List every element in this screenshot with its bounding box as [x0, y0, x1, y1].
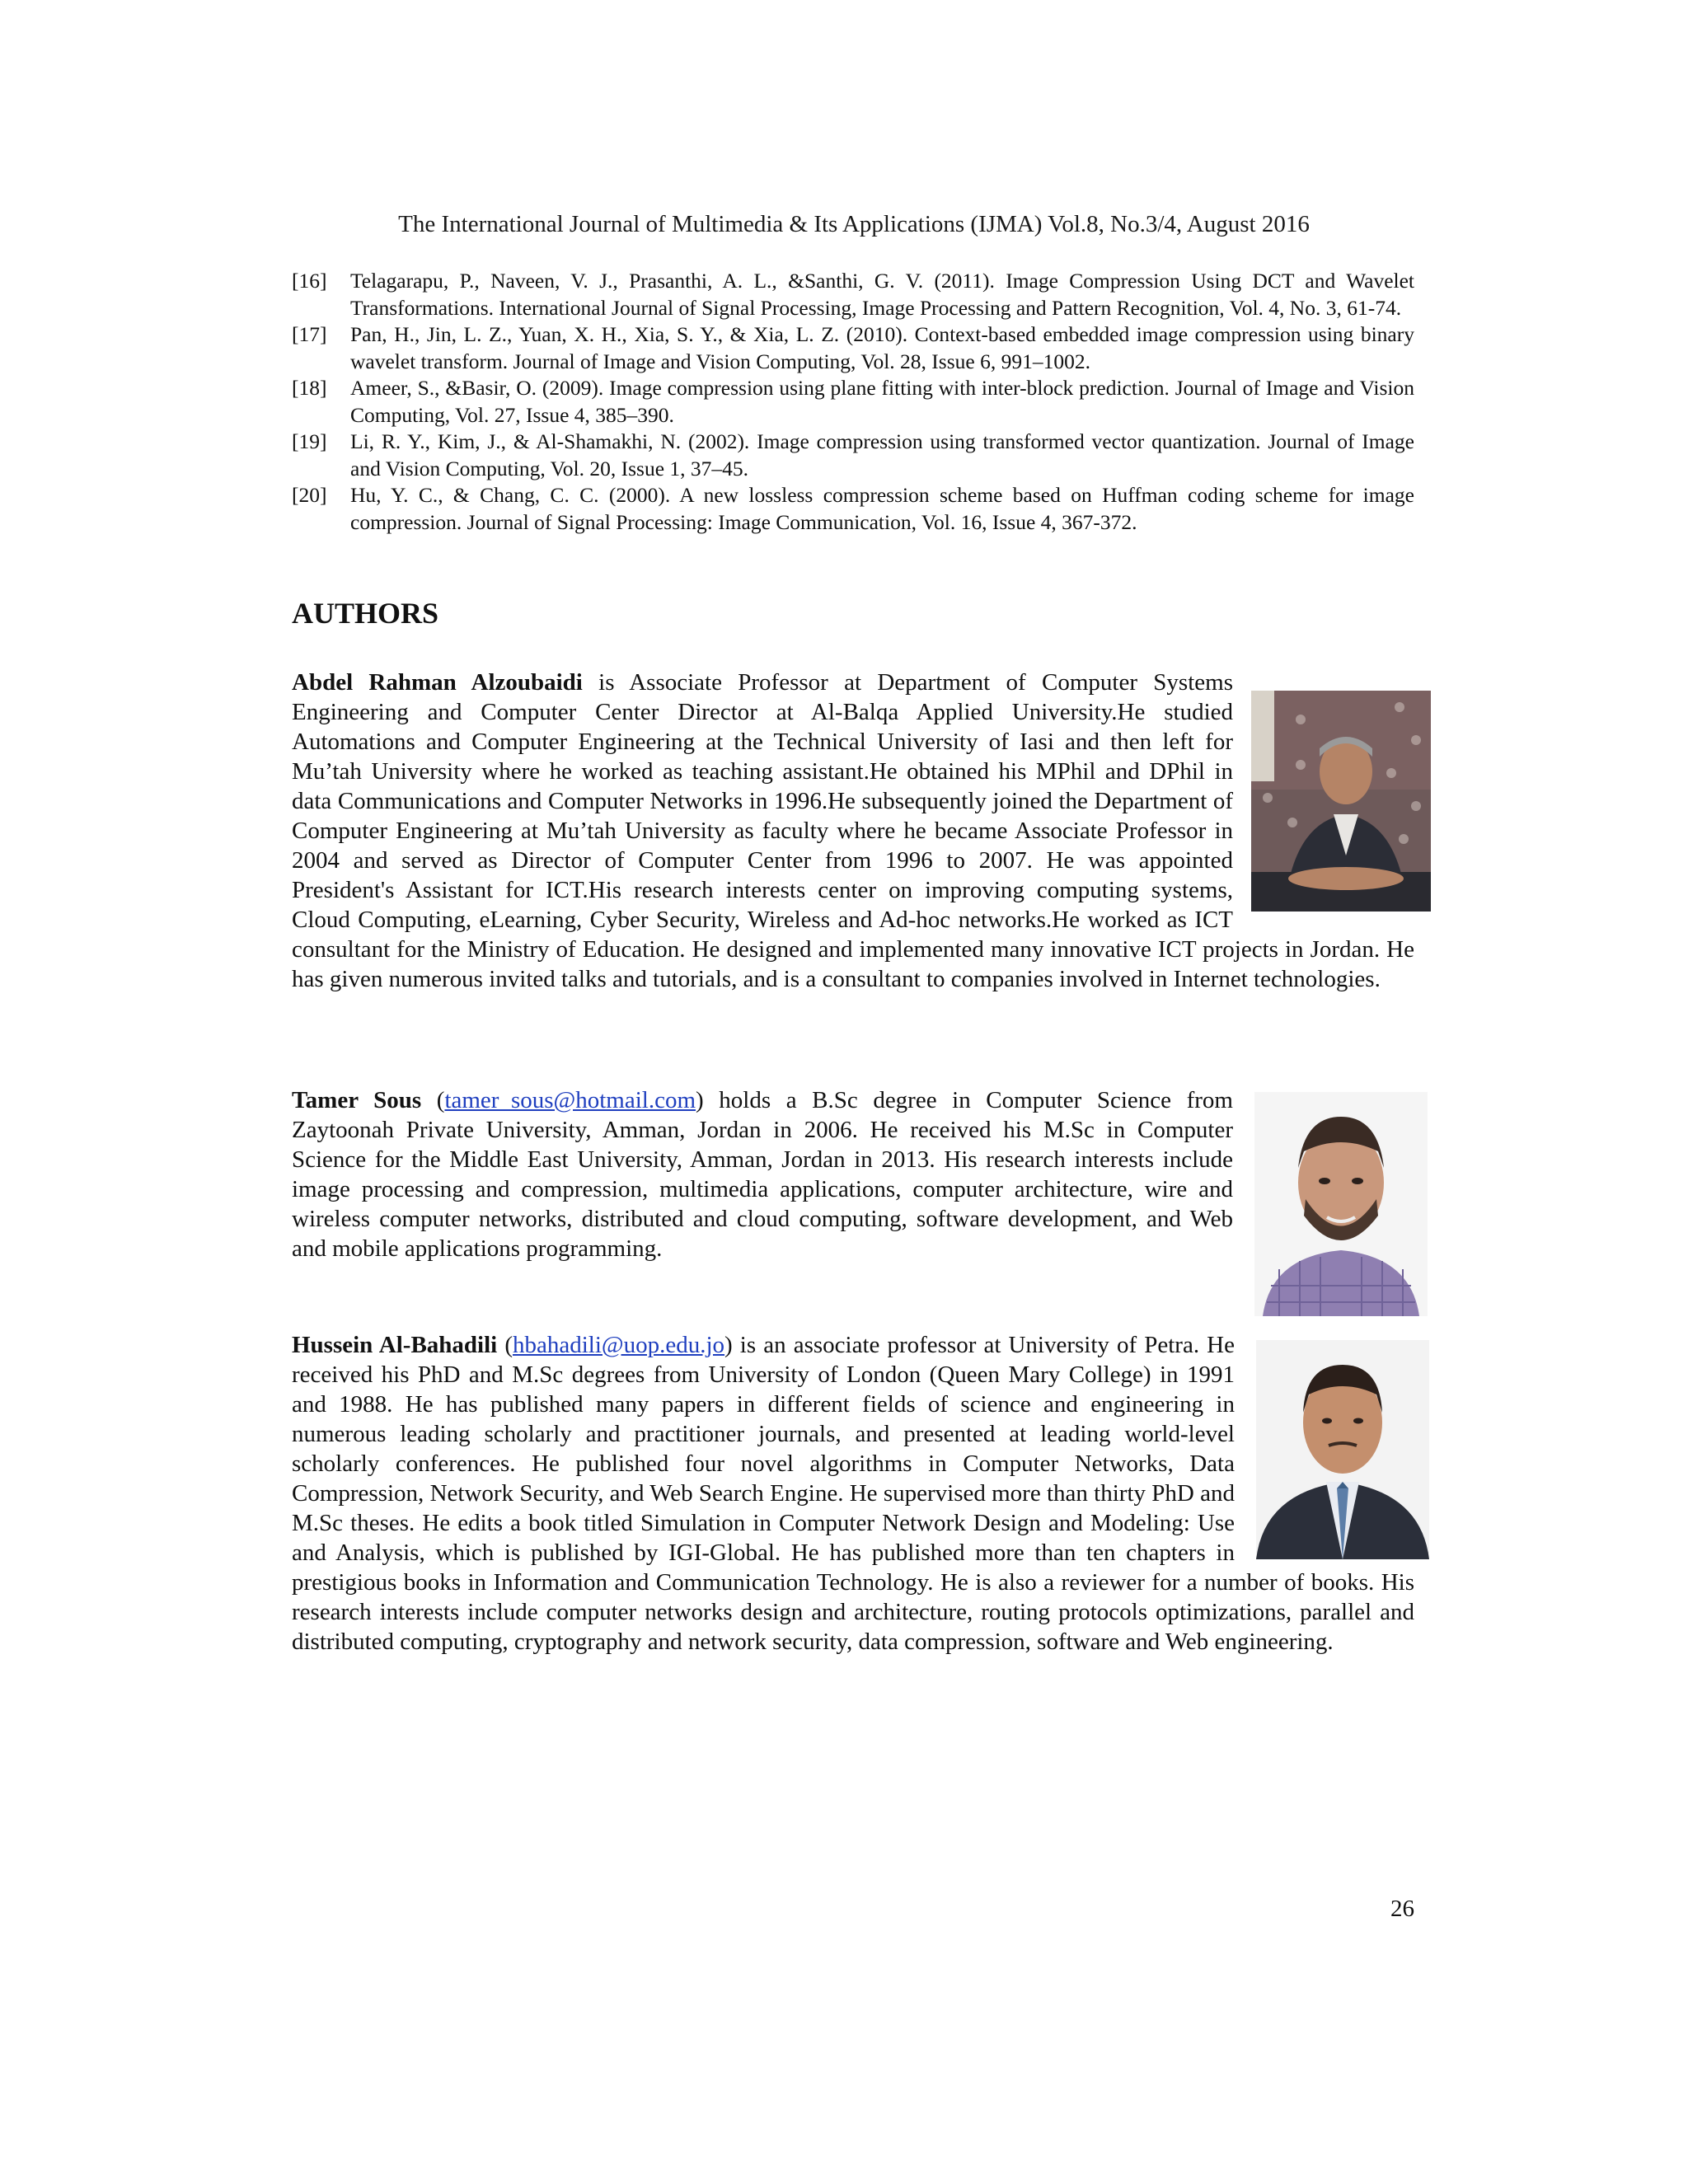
running-header: The International Journal of Multimedia & Its Applications (IJMA) Vol.8, No.3/4, August 2016 — [398, 211, 1310, 237]
reference-item — [292, 482, 1414, 536]
reference-number: [20] — [292, 483, 327, 507]
reference-list — [292, 268, 1414, 536]
reference-text: Li, R. Y., Kim, J., & Al-Shamakhi, N. (2002). Image compression using transformed vector quantization. Journal of Image and Vision Computing, Vol. 20, Issue 1, 37–45. — [350, 429, 1414, 480]
author-name: Tamer Sous — [292, 1087, 422, 1113]
author-email-link[interactable]: tamer_sous@hotmail.com — [444, 1087, 696, 1113]
author-bio-text: is an associate professor at University of Petra. He received his PhD and M.Sc degrees from University of London (Queen Mary College) in 1991 and 1988. He has published many papers in different fields of science and engineering in numerous leading scholarly and practitioner journals, and presented at leading world-level scholarly conferences. He published four novel algorithms in Computer Networks, Data Compression, Network Security, and Web Search Engine. He supervised more than thirty PhD and M.Sc theses. He edits a book titled Simulation in Computer Network Design and Modeling: Use and Analysis, which is published by IGI-Global. He has published more than ten chapters in prestigious books in Information and Communication Technology. He is also a reviewer for a number of books. His research interests include computer networks design and architecture, routing protocols optimizations, parallel and distributed computing, cryptography and network security, data compression, software and Web engineering. — [292, 1332, 1414, 1655]
authors-heading: AUTHORS — [292, 597, 439, 630]
reference-number: [17] — [292, 322, 327, 346]
reference-text: Ameer, S., &Basir, O. (2009). Image compression using plane fitting with inter-block prediction. Journal of Image and Vision Computing, Vol. 27, Issue 4, 385–390. — [350, 376, 1414, 427]
author-bio-text: is Associate Professor at Department of Computer Systems Engineering and Computer Center Director at Al-Balqa Applied University.He studied Automations and Computer Engineering at the Technical University of Iasi and then left for Mu’tah University where he worked as teaching assistant.He obtained his MPhil and DPhil in data Communications and Computer Networks in 1996.He subsequently joined the Department of Computer Engineering at Mu’tah University as faculty where he became Associate Professor in 2004 and served as Director of Computer Center from 1996 to 2007. He was appointed President's Assistant for ICT.His research interests center on improving computing systems, Cloud Computing, eLearning, Cyber Security, Wireless and Ad-hoc networks.He worked as ICT consultant for the Ministry of Education. He designed and implemented many innovative ICT projects in Jordan. He has given numerous invited talks and tutorials, and is a consultant to companies involved in Internet technologies. — [292, 669, 1414, 992]
author-email-link[interactable]: hbahadili@uop.edu.jo — [512, 1332, 725, 1358]
reference-text: Telagarapu, P., Naveen, V. J., Prasanthi, A. L., &Santhi, G. V. (2011). Image Compression Using DCT and Wavelet Transformations. International Journal of Signal Processing, Image Processing and Pattern Recognition, Vol. 4, No. 3, 61-74. — [350, 269, 1414, 320]
reference-text: Pan, H., Jin, L. Z., Yuan, X. H., Xia, S. Y., & Xia, L. Z. (2010). Context-based embedded image compression using binary wavelet transform. Journal of Image and Vision Computing, Vol. 28, Issue 6, 991–1002. — [350, 322, 1414, 373]
author-bio-al-bahadili: Hussein Al-Bahadili (hbahadili@uop.edu.jo) is an associate professor at University of Petra. He received his PhD and M.Sc degrees from University of London (Queen Mary College) in 1991 and 1988. He has published many papers in different fields of science and engineering in numerous leading scholarly and practitioner journals, and presented at leading world-level scholarly conferences. He published four novel algorithms in Computer Networks, Data Compression, Network Security, and Web Search Engine. He supervised more than thirty PhD and M.Sc theses. He edits a book titled Simulation in Computer Network Design and Modeling: Use and Analysis, which is published by IGI-Global. He has published more than ten chapters in prestigious books in Information and Communication Technology. He is also a reviewer for a number of books. His research interests include computer networks design and architecture, routing protocols optimizations, parallel and distributed computing, cryptography and network security, data compression, software and Web engineering. — [292, 1330, 1414, 1657]
author-name: Abdel Rahman Alzoubaidi — [292, 669, 583, 696]
reference-item — [292, 375, 1414, 429]
reference-item — [292, 321, 1414, 375]
author-photo-al-bahadili — [1256, 1340, 1429, 1559]
author-bio-sous: Tamer Sous (tamer_sous@hotmail.com) holds a B.Sc degree in Computer Science from Zaytoonah Private University, Amman, Jordan in 2006. He received his M.Sc in Computer Science for the Middle East University, Amman, Jordan in 2013. His research interests include image processing and compression, multimedia applications, computer architecture, wire and wireless computer networks, distributed and cloud computing, software development, and Web and mobile applications programming. — [292, 1085, 1414, 1321]
author-name: Hussein Al-Bahadili — [292, 1332, 498, 1358]
author-bio-alzoubaidi — [292, 668, 1414, 994]
author-bio-text: holds a B.Sc degree in Computer Science from Zaytoonah Private University, Amman, Jordan in 2006. He received his M.Sc in Computer Science for the Middle East University, Amman, Jordan in 2013. His research interests include image processing and compression, multimedia applications, computer architecture, wire and wireless computer networks, distributed and cloud computing, software development, and Web and mobile applications programming. — [292, 1087, 1233, 1262]
author-photo-alzoubaidi — [1251, 691, 1431, 912]
reference-number: [19] — [292, 429, 327, 453]
reference-number: [16] — [292, 269, 327, 293]
reference-number: [18] — [292, 376, 327, 400]
reference-item — [292, 429, 1414, 482]
reference-item — [292, 268, 1414, 321]
reference-text: Hu, Y. C., & Chang, C. C. (2000). A new lossless compression scheme based on Huffman coding scheme for image compression. Journal of Signal Processing: Image Communication, Vol. 16, Issue 4, 367-372. — [350, 483, 1414, 534]
page-number: 26 — [1390, 1896, 1414, 1922]
author-photo-sous — [1254, 1092, 1428, 1316]
